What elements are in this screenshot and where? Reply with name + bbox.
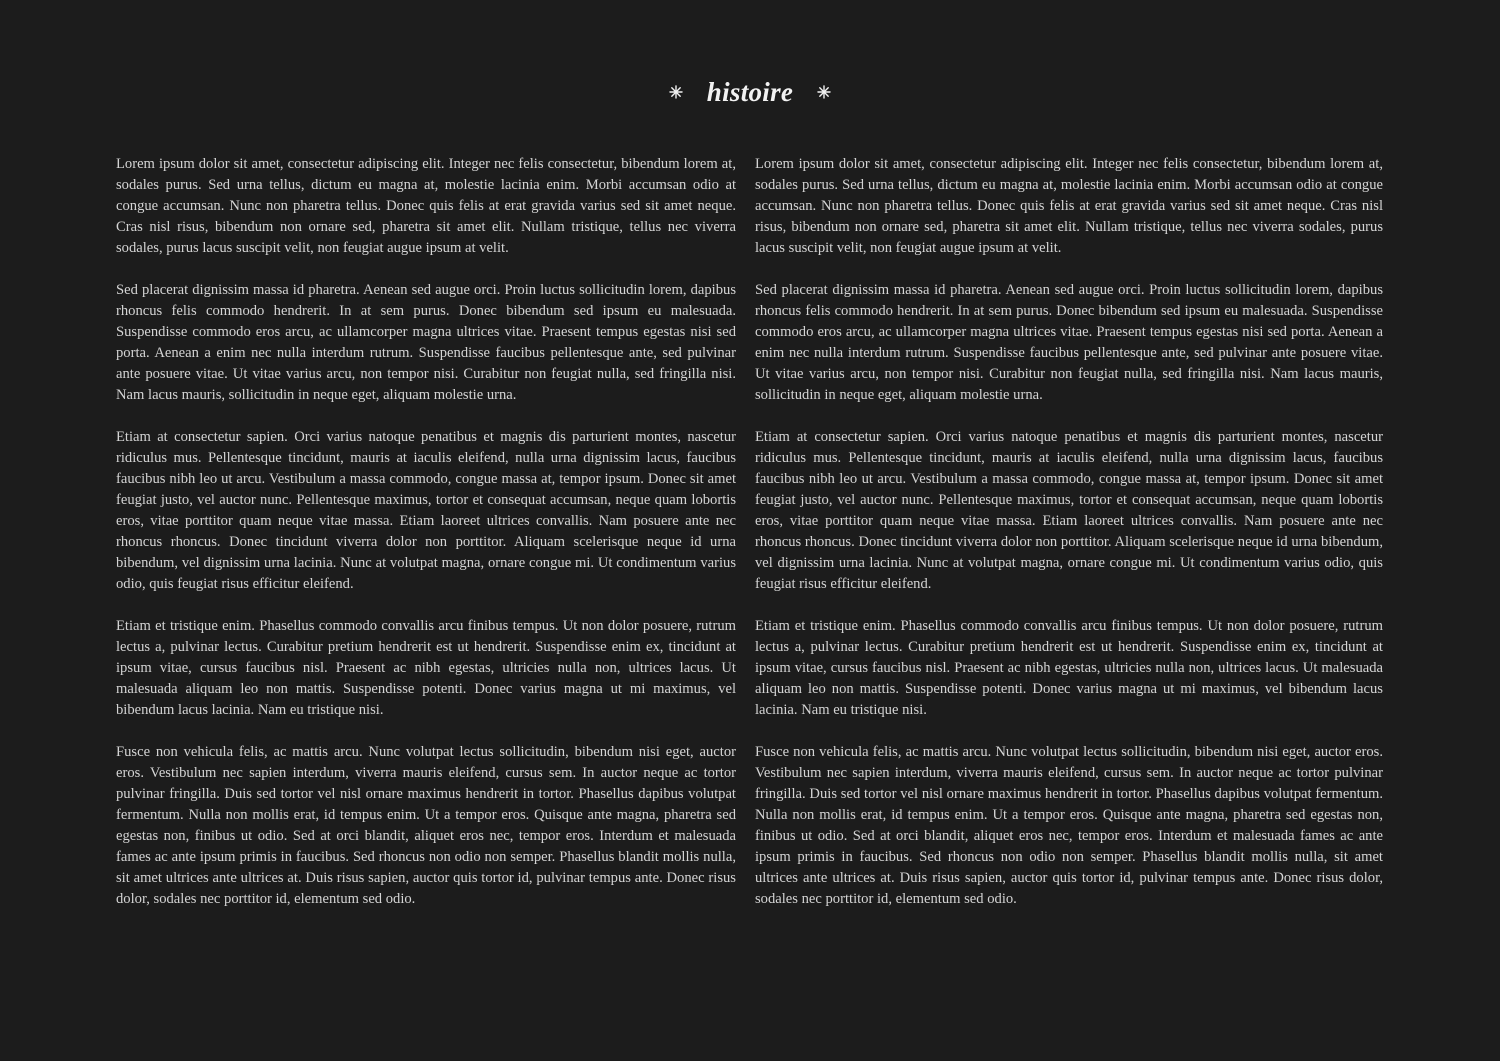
asterisk-star-icon xyxy=(817,85,831,99)
paragraph: Lorem ipsum dolor sit amet, consectetur adipiscing elit. Integer nec felis consectetur, bibendum lorem at, sodales purus. Sed urna tellus, dictum eu magna at, molestie lacinia enim. Morbi accumsan odio at congue accumsan. Nunc non pharetra tellus. Donec quis felis at erat gravida varius sed sit amet neque. Cras nisl risus, bibendum non ornare sed, pharetra sit amet elit. Nullam tristique, tellus nec viverra sodales, purus lacus suscipit velit, non feugiat augue ipsum at velit. xyxy=(116,156,736,256)
paragraph: Lorem ipsum dolor sit amet, consectetur adipiscing elit. Integer nec felis consectetur, bibendum lorem at, sodales purus. Sed urna tellus, dictum eu magna at, molestie lacinia enim. Morbi accumsan odio at congue accumsan. Nunc non pharetra tellus. Donec quis felis at erat gravida varius sed sit amet neque. Cras nisl risus, bibendum non ornare sed, pharetra sit amet elit. Nullam tristique, tellus nec viverra sodales, purus lacus suscipit velit, non feugiat augue ipsum at velit. xyxy=(755,156,1383,256)
paragraph: Etiam at consectetur sapien. Orci varius natoque penatibus et magnis dis parturient montes, nascetur ridiculus mus. Pellentesque tincidunt, mauris at iaculis eleifend, nulla urna dignissim lacus, faucibus faucibus nibh leo ut arcu. Vestibulum a massa commodo, congue massa at, tempor ipsum. Donec sit amet feugiat justo, vel auctor nunc. Pellentesque maximus, tortor et consequat accumsan, neque quam lobortis eros, vitae porttitor quam neque vitae massa. Etiam laoreet ultrices convallis. Nam posuere ante nec rhoncus rhoncus. Donec tincidunt viverra dolor non porttitor. Aliquam scelerisque neque id urna bibendum, vel dignissim urna lacinia. Nunc at volutpat magna, ornare congue mi. Ut condimentum varius odio, quis feugiat risus efficitur eleifend. xyxy=(755,429,1383,592)
text-column-left xyxy=(116,154,736,931)
page-header xyxy=(0,74,1500,110)
page-title: histoire xyxy=(706,77,794,107)
paragraph: Sed placerat dignissim massa id pharetra. Aenean sed augue orci. Proin luctus sollicitudin lorem, dapibus rhoncus felis commodo hendrerit. In at sem purus. Donec bibendum sed ipsum eu malesuada. Suspendisse commodo eros arcu, ac ullamcorper magna ultrices vitae. Praesent tempus egestas nisi sed porta. Aenean a enim nec nulla interdum rutrum. Suspendisse faucibus pellentesque ante, sed pulvinar ante posuere vitae. Ut vitae varius arcu, non tempor nisi. Curabitur non feugiat nulla, sed fringilla nisi. Nam lacus mauris, sollicitudin in neque eget, aliquam molestie urna. xyxy=(755,282,1383,403)
text-column-right xyxy=(755,154,1383,931)
asterisk-star-icon xyxy=(669,85,683,99)
paragraph: Etiam et tristique enim. Phasellus commodo convallis arcu finibus tempus. Ut non dolor posuere, rutrum lectus a, pulvinar lectus. Curabitur pretium hendrerit est ut hendrerit. Suspendisse enim ex, tincidunt at ipsum vitae, cursus faucibus nisl. Praesent ac nibh egestas, ultricies nulla non, ultrices lacus. Ut malesuada aliquam leo non mattis. Suspendisse potenti. Donec varius magna ut mi maximus, vel bibendum lacus lacinia. Nam eu tristique nisi. xyxy=(116,618,736,718)
paragraph: Etiam et tristique enim. Phasellus commodo convallis arcu finibus tempus. Ut non dolor posuere, rutrum lectus a, pulvinar lectus. Curabitur pretium hendrerit est ut hendrerit. Suspendisse enim ex, tincidunt at ipsum vitae, cursus faucibus nisl. Praesent ac nibh egestas, ultricies nulla non, ultrices lacus. Ut malesuada aliquam leo non mattis. Suspendisse potenti. Donec varius magna ut mi maximus, vel bibendum lacus lacinia. Nam eu tristique nisi. xyxy=(755,618,1383,718)
paragraph: Sed placerat dignissim massa id pharetra. Aenean sed augue orci. Proin luctus sollicitudin lorem, dapibus rhoncus felis commodo hendrerit. In at sem purus. Donec bibendum sed ipsum eu malesuada. Suspendisse commodo eros arcu, ac ullamcorper magna ultrices vitae. Praesent tempus egestas nisi sed porta. Aenean a enim nec nulla interdum rutrum. Suspendisse faucibus pellentesque ante, sed pulvinar ante posuere vitae. Ut vitae varius arcu, non tempor nisi. Curabitur non feugiat nulla, sed fringilla nisi. Nam lacus mauris, sollicitudin in neque eget, aliquam molestie urna. xyxy=(116,282,736,403)
paragraph: Fusce non vehicula felis, ac mattis arcu. Nunc volutpat lectus sollicitudin, bibendum nisi eget, auctor eros. Vestibulum nec sapien interdum, viverra mauris eleifend, cursus sem. In auctor neque ac tortor pulvinar fringilla. Duis sed tortor vel nisl ornare maximus hendrerit in tortor. Phasellus dapibus volutpat fermentum. Nulla non mollis erat, id tempus enim. Ut a tempor eros. Quisque ante magna, pharetra sed egestas non, finibus ut odio. Sed at orci blandit, aliquet eros nec, tempor eros. Interdum et malesuada fames ac ante ipsum primis in faucibus. Sed rhoncus non odio non semper. Phasellus blandit mollis nulla, sit amet ultrices ante ultrices at. Duis risus sapien, auctor quis tortor id, pulvinar tempus ante. Donec risus dolor, sodales nec porttitor id, elementum sed odio. xyxy=(116,744,736,907)
paragraph: Etiam at consectetur sapien. Orci varius natoque penatibus et magnis dis parturient montes, nascetur ridiculus mus. Pellentesque tincidunt, mauris at iaculis eleifend, nulla urna dignissim lacus, faucibus faucibus nibh leo ut arcu. Vestibulum a massa commodo, congue massa at, tempor ipsum. Donec sit amet feugiat justo, vel auctor nunc. Pellentesque maximus, tortor et consequat accumsan, neque quam lobortis eros, vitae porttitor quam neque vitae massa. Etiam laoreet ultrices convallis. Nam posuere ante nec rhoncus rhoncus. Donec tincidunt viverra dolor non porttitor. Aliquam scelerisque neque id urna bibendum, vel dignissim urna lacinia. Nunc at volutpat magna, ornare congue mi. Ut condimentum varius odio, quis feugiat risus efficitur eleifend. xyxy=(116,429,736,592)
paragraph: Fusce non vehicula felis, ac mattis arcu. Nunc volutpat lectus sollicitudin, bibendum nisi eget, auctor eros. Vestibulum nec sapien interdum, viverra mauris eleifend, cursus sem. In auctor neque ac tortor pulvinar fringilla. Duis sed tortor vel nisl ornare maximus hendrerit in tortor. Phasellus dapibus volutpat fermentum. Nulla non mollis erat, id tempus enim. Ut a tempor eros. Quisque ante magna, pharetra sed egestas non, finibus ut odio. Sed at orci blandit, aliquet eros nec, tempor eros. Interdum et malesuada fames ac ante ipsum primis in faucibus. Sed rhoncus non odio non semper. Phasellus blandit mollis nulla, sit amet ultrices ante ultrices at. Duis risus sapien, auctor quis tortor id, pulvinar tempus ante. Donec risus dolor, sodales nec porttitor id, elementum sed odio. xyxy=(755,744,1383,907)
